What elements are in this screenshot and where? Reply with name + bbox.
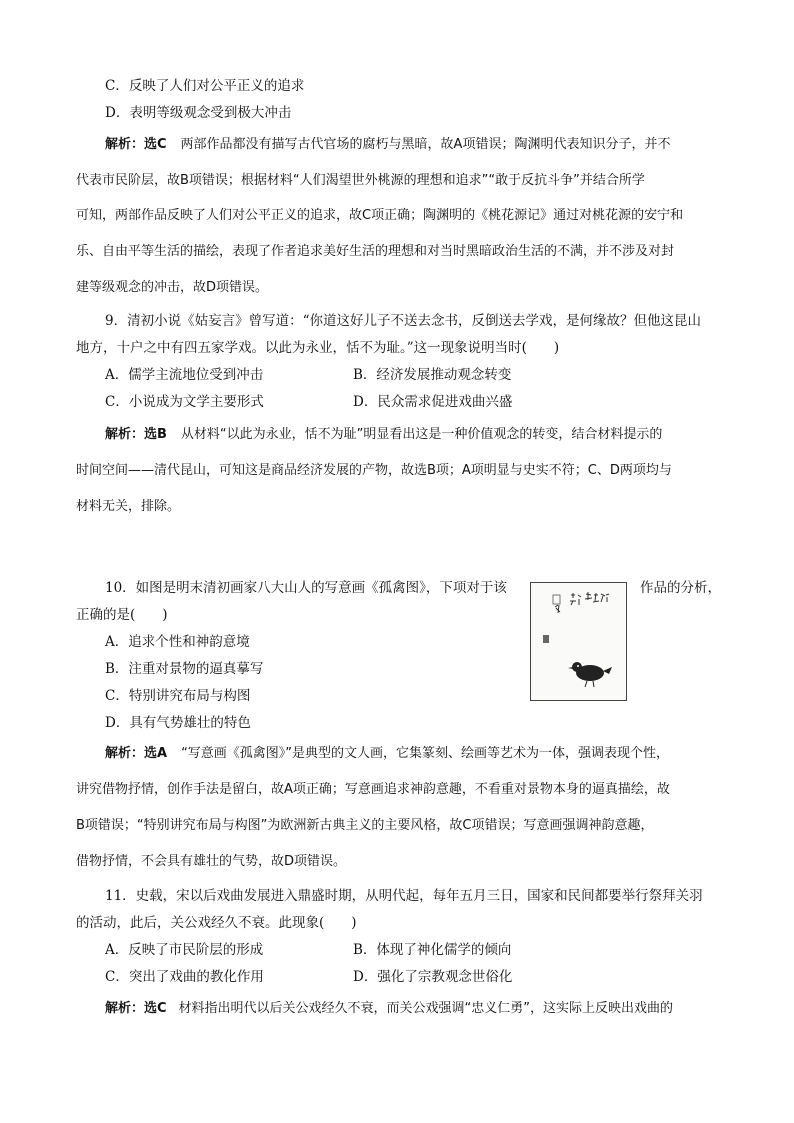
q8-option-d: D．表明等级观念受到极大冲击 [105, 105, 292, 121]
q9-explanation-text1: 从材料“以此为永业，恬不为耻”明显看出这是一种价值观念的转变，结合材料提示的 [180, 427, 663, 442]
q10-stem-line1b: 作品的分析， [640, 580, 721, 596]
q10-option-a: A．追求个性和神韵意境 [105, 634, 250, 650]
q9-stem-line1: 9．清初小说《姑妄言》曾写道：“你道这好儿子不送去念书，反倒送去学戏，是何缘故？但他这昆山 [105, 313, 701, 329]
q9-option-b: B．经济发展推动观念转变 [353, 367, 512, 383]
q11-option-b: B．体现了神化儒学的倾向 [353, 942, 512, 958]
q11-explanation-line1 [105, 999, 673, 1019]
q11-explanation-text1: 材料指出明代以后关公戏经久不衰，而关公戏强调“忠义仁勇”，这实际上反映出戏曲的 [178, 1001, 674, 1016]
bird-icon [568, 662, 612, 687]
q8-explanation-line4: 乐、自由平等生活的描绘，表现了作者追求美好生活的理想和对当时黑暗政治生活的不满，并不涉及对封 [76, 244, 675, 259]
q11-explanation-label: 解析：选C [105, 1001, 167, 1016]
q9-option-d: D．民众需求促进戏曲兴盛 [353, 394, 513, 410]
q10-explanation-line4: 借物抒情，不会具有雄壮的气势，故D项错误。 [76, 854, 347, 869]
q11-stem-line1: 11．史载，宋以后戏曲发展进入鼎盛时期，从明代起，每年五月三日，国家和民间都要举行祭拜关羽 [105, 888, 703, 904]
q8-explanation-label: 解析：选C [105, 137, 167, 152]
q9-stem-line2: 地方，十户之中有四五家学戏。以此为永业，恬不为耻。”这一现象说明当时( ) [76, 340, 560, 356]
q10-stem-line1a: 10．如图是明末清初画家八大山人的写意画《孤禽图》，下项对于该 [105, 580, 507, 596]
q9-explanation-line1 [105, 425, 662, 445]
q9-explanation-label: 解析：选B [105, 427, 167, 442]
q10-explanation-text1: “写意画《孤禽图》”是典型的文人画，它集篆刻、绘画等艺术为一体，强调表现个性， [181, 746, 670, 761]
q8-explanation-line1 [105, 135, 670, 155]
q9-explanation-line2: 时间空间——清代昆山，可知这是商品经济发展的产物，故选B项；A项明显与史实不符；C、D两项均与 [76, 463, 672, 478]
q11-option-a: A．反映了市民阶层的形成 [105, 942, 264, 958]
q9-option-a: A．儒学主流地位受到冲击 [105, 367, 264, 383]
q10-explanation-line3: B项错误；“特别讲究布局与构图”为欧洲新古典主义的主要风格，故C项错误；写意画强调神韵意趣， [76, 818, 654, 833]
q11-stem-line2: 的活动，此后，关公戏经久不衰。此现象( ) [76, 915, 357, 931]
q8-explanation-line5: 建等级观念的冲击，故D项错误。 [76, 280, 269, 295]
q10-explanation-line2: 讲究借物抒情，创作手法是留白，故A项正确；写意画追求神韵意趣，不看重对景物本身的逼真描绘，故 [76, 782, 670, 797]
q8-explanation-line3: 可知，两部作品反映了人们对公平正义的追求，故C项正确；陶渊明的《桃花源记》通过对桃花源的安宁和 [76, 208, 684, 223]
q8-explanation-text1: 两部作品都没有描写古代官场的腐朽与黑暗，故A项错误；陶渊明代表知识分子，并不 [180, 137, 671, 152]
q11-option-c: C．突出了戏曲的教化作用 [105, 969, 264, 985]
lone-bird-painting-figure [530, 582, 627, 701]
lone-bird-painting [531, 583, 626, 700]
calligraphy-inscription [555, 592, 609, 613]
q10-explanation-line1 [105, 744, 669, 764]
q8-option-c: C．反映了人们对公平正义的追求 [105, 78, 305, 94]
q10-option-b: B．注重对景物的逼真摹写 [105, 661, 264, 677]
q10-stem-line2: 正确的是( ) [76, 607, 168, 623]
seal-mark-side [543, 635, 549, 643]
seal-mark-top [553, 595, 560, 604]
q8-explanation-line2: 代表市民阶层，故B项错误；根据材料“人们渴望世外桃源的理想和追求”“敢于反抗斗争”并结合所学 [76, 173, 645, 188]
q10-explanation-label: 解析：选A [105, 746, 168, 761]
q9-option-c: C．小说成为文学主要形式 [105, 394, 264, 410]
q9-explanation-line3: 材料无关，排除。 [76, 499, 181, 514]
q10-option-d: D．具有气势雄壮的特色 [105, 715, 251, 731]
q11-option-d: D．强化了宗教观念世俗化 [353, 969, 513, 985]
q10-option-c: C．特别讲究布局与构图 [105, 688, 251, 704]
